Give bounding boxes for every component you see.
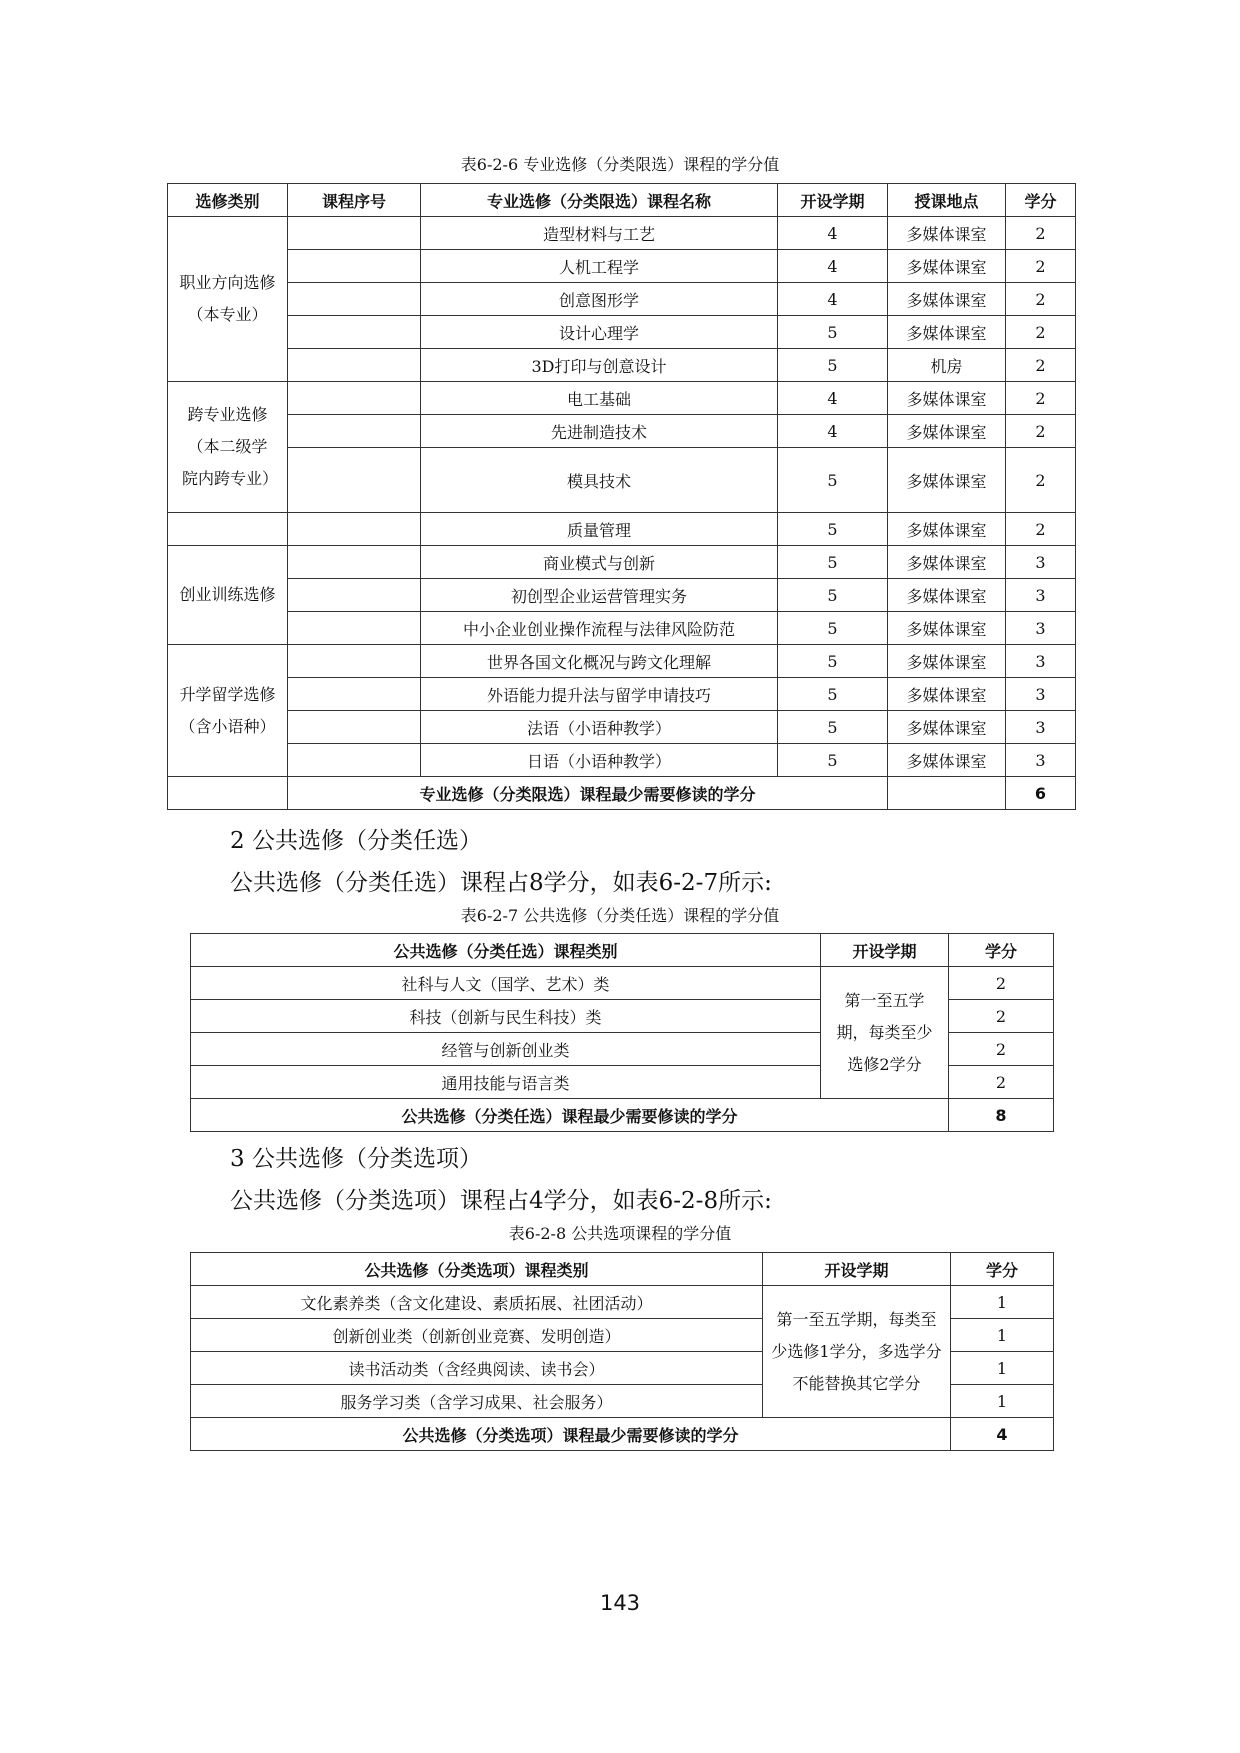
- course-number-cell: [288, 678, 421, 711]
- semester: 5: [778, 448, 888, 513]
- category-name: 读书活动类（含经典阅读、读书会）: [191, 1352, 763, 1385]
- course-number-cell: [288, 283, 421, 316]
- category-name: 经管与创新创业类: [191, 1033, 821, 1066]
- course-name: 世界各国文化概况与跨文化理解: [421, 645, 778, 678]
- location: 多媒体课室: [888, 513, 1006, 546]
- category-name: 创新创业类（创新创业竞赛、发明创造）: [191, 1319, 763, 1352]
- credits: 2: [1006, 448, 1076, 513]
- semester-note: 第一至五学期，每类至少选修1学分，多选学分不能替换其它学分: [771, 1309, 942, 1393]
- course-name: 法语（小语种教学）: [421, 711, 778, 744]
- section3-heading: 3 公共选修（分类选项）: [230, 1146, 482, 1172]
- table-row: [168, 711, 1076, 744]
- credits: 3: [1006, 711, 1076, 744]
- table1-header: 专业选修（分类限选）课程名称: [421, 184, 778, 217]
- total-label: 公共选修（分类选项）课程最少需要修读的学分: [191, 1418, 951, 1451]
- course-name: 模具技术: [421, 448, 778, 513]
- table-row: [191, 967, 1054, 1000]
- total-value: 8: [949, 1099, 1054, 1132]
- semester: 4: [778, 250, 888, 283]
- table1-total-row: [168, 777, 1076, 810]
- course-number-cell: [288, 612, 421, 645]
- course-name: 商业模式与创新: [421, 546, 778, 579]
- category-cell: [168, 217, 288, 382]
- table1-caption: 表6-2-6 专业选修（分类限选）课程的学分值: [460, 155, 780, 174]
- course-number-cell: [288, 744, 421, 777]
- course-number-cell: [288, 382, 421, 415]
- credits: 2: [949, 1066, 1054, 1099]
- location: 多媒体课室: [888, 711, 1006, 744]
- table1-header: 学分: [1006, 184, 1076, 217]
- table2: [190, 933, 1054, 1132]
- category-cell: [168, 546, 288, 645]
- table3-header-row: [191, 1253, 1054, 1286]
- credits: 3: [1006, 612, 1076, 645]
- table-row: [168, 250, 1076, 283]
- course-name: 创意图形学: [421, 283, 778, 316]
- location: 多媒体课室: [888, 382, 1006, 415]
- category-cell-empty: [168, 513, 288, 546]
- table3-header: 学分: [951, 1253, 1054, 1286]
- category-label: 创业训练选修: [179, 585, 276, 604]
- semester: 4: [778, 415, 888, 448]
- credits: 2: [1006, 217, 1076, 250]
- semester: 5: [778, 711, 888, 744]
- category-cell: [168, 382, 288, 513]
- course-name: 先进制造技术: [421, 415, 778, 448]
- table2-header: 公共选修（分类任选）课程类别: [191, 934, 821, 967]
- location: 多媒体课室: [888, 316, 1006, 349]
- semester: 5: [778, 349, 888, 382]
- category-label: 跨专业选修（本二级学院内跨专业）: [182, 405, 279, 488]
- table3: [190, 1252, 1054, 1451]
- table3-header: 公共选修（分类选项）课程类别: [191, 1253, 763, 1286]
- table-row: [168, 744, 1076, 777]
- table2-header: 学分: [949, 934, 1054, 967]
- category-label: 职业方向选修（本专业）: [179, 273, 276, 324]
- credits: 2: [1006, 250, 1076, 283]
- total-empty-cell: [168, 777, 288, 810]
- location: 多媒体课室: [888, 678, 1006, 711]
- credits: 1: [951, 1286, 1054, 1319]
- category-name: 社科与人文（国学、艺术）类: [191, 967, 821, 1000]
- credits: 3: [1006, 744, 1076, 777]
- course-number-cell: [288, 415, 421, 448]
- credits: 1: [951, 1319, 1054, 1352]
- course-number-cell: [288, 217, 421, 250]
- location: 多媒体课室: [888, 645, 1006, 678]
- credits: 2: [1006, 513, 1076, 546]
- course-name: 电工基础: [421, 382, 778, 415]
- total-value: 6: [1006, 777, 1076, 810]
- location: 机房: [888, 349, 1006, 382]
- semester: 5: [778, 612, 888, 645]
- table-row: [168, 579, 1076, 612]
- category-name: 通用技能与语言类: [191, 1066, 821, 1099]
- course-number-cell: [288, 546, 421, 579]
- semester: 4: [778, 217, 888, 250]
- course-number-cell: [288, 250, 421, 283]
- course-number-cell: [288, 579, 421, 612]
- credits: 3: [1006, 546, 1076, 579]
- course-name: 中小企业创业操作流程与法律风险防范: [421, 612, 778, 645]
- location: 多媒体课室: [888, 579, 1006, 612]
- category-name: 文化素养类（含文化建设、素质拓展、社团活动）: [191, 1286, 763, 1319]
- semester-note: 第一至五学期，每类至少选修2学分: [836, 990, 933, 1074]
- total-label: 专业选修（分类限选）课程最少需要修读的学分: [288, 777, 888, 810]
- table1-header: 课程序号: [288, 184, 421, 217]
- table1-header: 授课地点: [888, 184, 1006, 217]
- category-name: 服务学习类（含学习成果、社会服务）: [191, 1385, 763, 1418]
- table2-header: 开设学期: [821, 934, 949, 967]
- semester: 4: [778, 382, 888, 415]
- table-row: [168, 283, 1076, 316]
- course-number-cell: [288, 349, 421, 382]
- table1-header: 开设学期: [778, 184, 888, 217]
- total-label: 公共选修（分类任选）课程最少需要修读的学分: [191, 1099, 949, 1132]
- location: 多媒体课室: [888, 612, 1006, 645]
- table1: [167, 183, 1076, 810]
- category-name: 科技（创新与民生科技）类: [191, 1000, 821, 1033]
- credits: 2: [1006, 382, 1076, 415]
- semester: 5: [778, 513, 888, 546]
- table3-total-row: [191, 1418, 1054, 1451]
- course-name: 造型材料与工艺: [421, 217, 778, 250]
- table2-header-row: [191, 934, 1054, 967]
- course-name: 质量管理: [421, 513, 778, 546]
- credits: 1: [951, 1385, 1054, 1418]
- semester-note-cell: [821, 967, 949, 1099]
- page-number: 143: [599, 1591, 641, 1615]
- credits: 2: [949, 1000, 1054, 1033]
- section2-heading: 2 公共选修（分类任选）: [230, 828, 482, 854]
- location: 多媒体课室: [888, 415, 1006, 448]
- table-row: [168, 612, 1076, 645]
- course-name: 设计心理学: [421, 316, 778, 349]
- table-row: [168, 349, 1076, 382]
- course-name: 初创型企业运营管理实务: [421, 579, 778, 612]
- course-name: 日语（小语种教学）: [421, 744, 778, 777]
- course-number-cell: [288, 316, 421, 349]
- credits: 3: [1006, 678, 1076, 711]
- semester: 5: [778, 579, 888, 612]
- table3-caption: 表6-2-8 公共选项课程的学分值: [508, 1224, 732, 1243]
- credits: 2: [1006, 415, 1076, 448]
- semester: 5: [778, 678, 888, 711]
- table-row: [168, 448, 1076, 513]
- table-row: [168, 513, 1076, 546]
- course-name: 人机工程学: [421, 250, 778, 283]
- category-cell: [168, 645, 288, 777]
- section2-lead: 公共选修（分类任选）课程占8学分，如表6-2-7所示:: [230, 870, 772, 896]
- credits: 1: [951, 1352, 1054, 1385]
- category-label: 升学留学选修（含小语种）: [179, 684, 276, 736]
- location: 多媒体课室: [888, 744, 1006, 777]
- location: 多媒体课室: [888, 217, 1006, 250]
- table1-header: 选修类别: [168, 184, 288, 217]
- location: 多媒体课室: [888, 250, 1006, 283]
- credits: 2: [949, 967, 1054, 1000]
- semester: 5: [778, 316, 888, 349]
- table-row: [168, 546, 1076, 579]
- total-value: 4: [951, 1418, 1054, 1451]
- semester: 5: [778, 546, 888, 579]
- credits: 3: [1006, 645, 1076, 678]
- credits: 3: [1006, 579, 1076, 612]
- credits: 2: [949, 1033, 1054, 1066]
- location: 多媒体课室: [888, 546, 1006, 579]
- credits: 2: [1006, 349, 1076, 382]
- table2-total-row: [191, 1099, 1054, 1132]
- credits: 2: [1006, 283, 1076, 316]
- location: 多媒体课室: [888, 448, 1006, 513]
- location: 多媒体课室: [888, 283, 1006, 316]
- total-empty-cell: [888, 777, 1006, 810]
- table-row: [191, 1286, 1054, 1319]
- table1-header-row: [168, 184, 1076, 217]
- table-row: [168, 382, 1076, 415]
- semester: 4: [778, 283, 888, 316]
- table-row: [168, 415, 1076, 448]
- table-row: [168, 645, 1076, 678]
- course-name: 3D打印与创意设计: [421, 349, 778, 382]
- section3-lead: 公共选修（分类选项）课程占4学分，如表6-2-8所示:: [230, 1188, 772, 1214]
- credits: 2: [1006, 316, 1076, 349]
- course-number-cell: [288, 513, 421, 546]
- course-name: 外语能力提升法与留学申请技巧: [421, 678, 778, 711]
- semester: 5: [778, 645, 888, 678]
- table-row: [168, 316, 1076, 349]
- semester-note-cell: [763, 1286, 951, 1418]
- table2-caption: 表6-2-7 公共选修（分类任选）课程的学分值: [460, 906, 780, 925]
- course-number-cell: [288, 448, 421, 513]
- semester: 5: [778, 744, 888, 777]
- course-number-cell: [288, 645, 421, 678]
- table-row: [168, 678, 1076, 711]
- course-number-cell: [288, 711, 421, 744]
- table-row: [168, 217, 1076, 250]
- table3-header: 开设学期: [763, 1253, 951, 1286]
